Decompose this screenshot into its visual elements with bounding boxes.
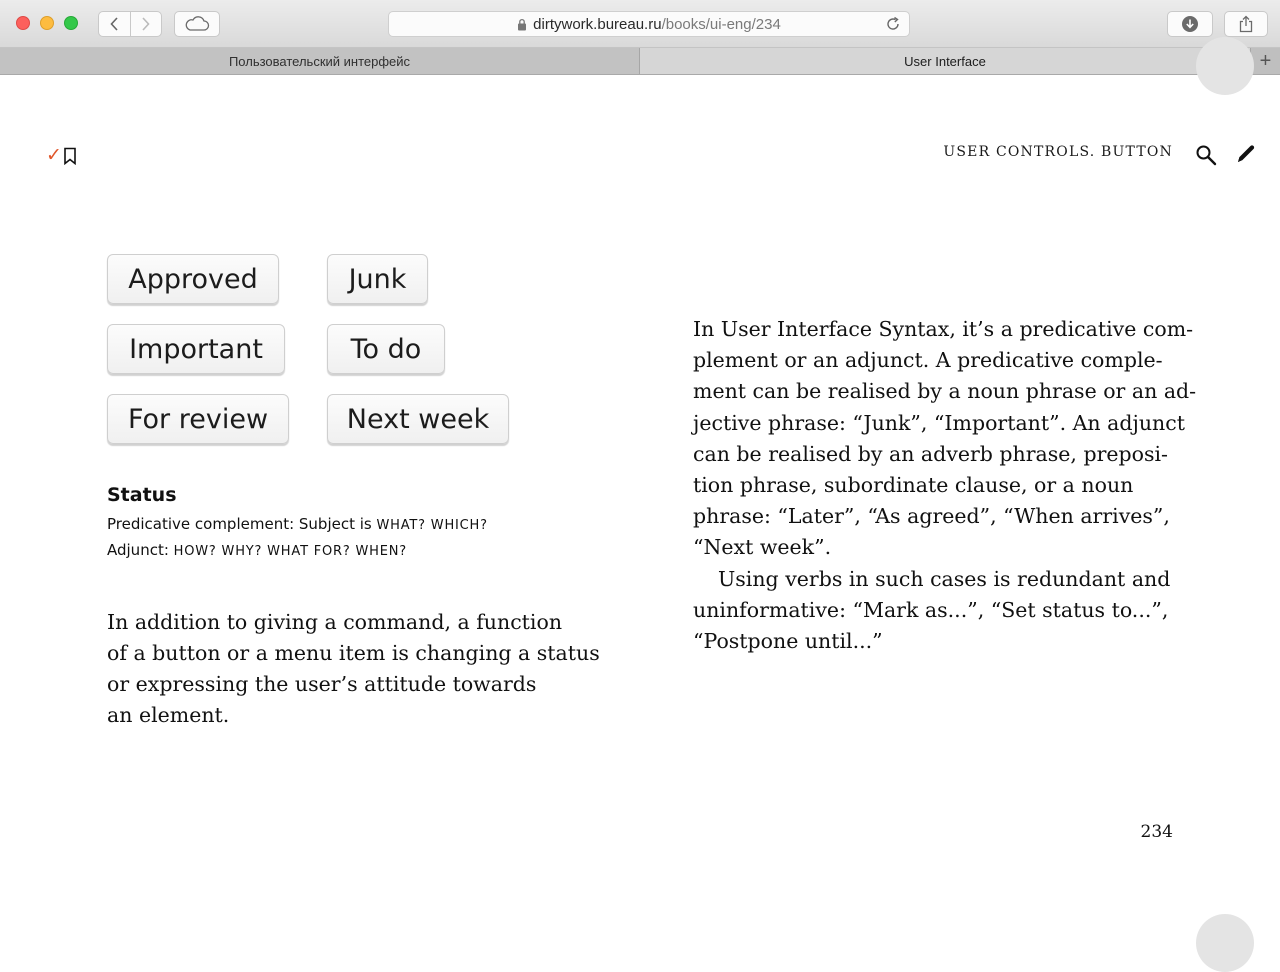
- tab-russian-ui[interactable]: Пользовательский интерфейс: [0, 48, 640, 74]
- right-paragraph-line: In User Interface Syntax, it’s a predicative com-: [693, 317, 1194, 341]
- cloud-icon: [184, 16, 210, 32]
- right-paragraph-line: ment can be realised by a noun phrase or an ad-: [693, 379, 1197, 404]
- window-close-button[interactable]: [16, 16, 30, 30]
- download-icon: [1181, 15, 1199, 33]
- reload-icon: [885, 16, 901, 32]
- search-icon[interactable]: [1195, 144, 1217, 166]
- back-button[interactable]: [99, 12, 131, 36]
- chevron-right-icon: [141, 17, 150, 31]
- for-review-button[interactable]: For review: [107, 394, 289, 444]
- adjunct-label: Adjunct:: [107, 541, 174, 559]
- approved-button[interactable]: Approved: [107, 254, 279, 304]
- page-number: 234: [1140, 822, 1173, 842]
- share-button[interactable]: [1224, 11, 1268, 37]
- left-paragraph-line: In addition to giving a command, a function: [107, 610, 563, 634]
- predicative-complement-questions: WHAT? WHICH?: [376, 518, 488, 533]
- icloud-tabs-button[interactable]: [174, 11, 220, 37]
- history-nav: [98, 11, 162, 37]
- right-paragraph: [693, 314, 1197, 657]
- pencil-icon[interactable]: [1235, 143, 1257, 165]
- predicative-complement-line: [107, 515, 488, 533]
- left-paragraph-line: or expressing the user’s attitude towards: [107, 672, 537, 696]
- corner-circle-bottom[interactable]: [1196, 914, 1254, 972]
- adjunct-questions: HOW? WHY? WHAT FOR? WHEN?: [173, 544, 407, 559]
- window-minimize-button[interactable]: [40, 16, 54, 30]
- window-zoom-button[interactable]: [64, 16, 78, 30]
- right-paragraph-line: jective phrase: “Junk”, “Important”. An adjunct: [693, 410, 1185, 435]
- check-mark-icon[interactable]: ✓: [46, 144, 62, 166]
- right-paragraph-line: phrase: “Later”, “As agreed”, “When arrives”,: [693, 504, 1170, 529]
- browser-toolbar: [0, 0, 1280, 48]
- forward-button[interactable]: [131, 12, 162, 36]
- right-paragraph-line: can be realised by an adverb phrase, preposi-: [693, 441, 1168, 466]
- downloads-button[interactable]: [1167, 11, 1213, 37]
- url-domain: dirtywork.bureau.ru: [533, 15, 662, 33]
- important-button[interactable]: Important: [107, 324, 285, 374]
- left-paragraph-line: an element.: [107, 703, 230, 727]
- right-paragraph-line: uninformative: “Mark as...”, “Set status to...”,: [693, 597, 1169, 622]
- chevron-left-icon: [110, 17, 119, 31]
- chapter-running-head[interactable]: USER CONTROLS. BUTTON: [943, 144, 1173, 160]
- status-caption-title: Status: [107, 484, 177, 506]
- page-marks: [46, 146, 77, 165]
- address-bar[interactable]: [388, 11, 910, 37]
- next-week-button[interactable]: Next week: [327, 394, 509, 444]
- junk-button[interactable]: Junk: [327, 254, 428, 304]
- tab-bar: [0, 48, 1280, 75]
- new-tab-button[interactable]: +: [1250, 48, 1280, 74]
- share-icon: [1238, 15, 1254, 33]
- right-paragraph-line: tion phrase, subordinate clause, or a noun: [693, 473, 1134, 498]
- right-paragraph-line: Using verbs in such cases is redundant and: [718, 566, 1171, 591]
- right-paragraph-line: plement or an adjunct. A predicative comple-: [693, 348, 1163, 373]
- tab-user-interface[interactable]: User Interface: [640, 48, 1250, 74]
- todo-button[interactable]: To do: [327, 324, 445, 374]
- predicative-complement-label: Predicative complement: Subject is: [107, 515, 377, 533]
- left-paragraph-line: of a button or a menu item is changing a status: [107, 641, 600, 665]
- lock-icon: [517, 18, 527, 31]
- reload-button[interactable]: [885, 16, 901, 32]
- left-paragraph: [107, 607, 600, 731]
- right-paragraph-line: “Postpone until...”: [693, 629, 883, 654]
- adjunct-line: [107, 541, 407, 559]
- url-path: /books/ui-eng/234: [661, 15, 781, 33]
- bookmark-icon[interactable]: [63, 147, 77, 165]
- right-paragraph-line: “Next week”.: [693, 535, 832, 560]
- next-page-circle[interactable]: [1196, 37, 1254, 95]
